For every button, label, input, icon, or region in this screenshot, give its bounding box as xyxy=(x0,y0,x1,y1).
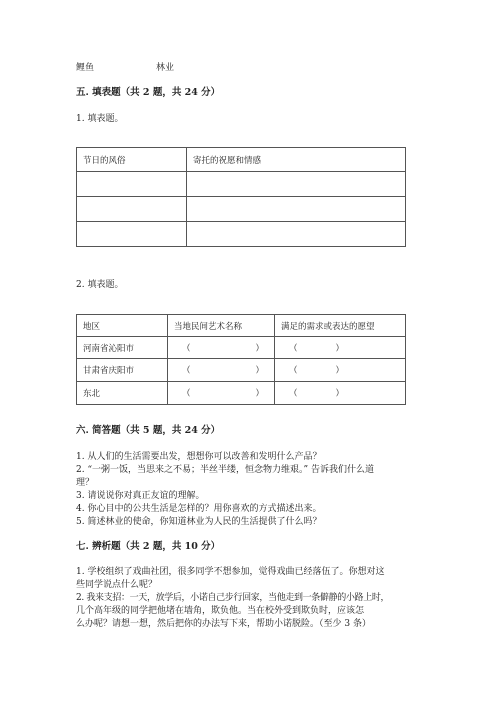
top-word-right: 林业 xyxy=(156,63,175,73)
section7-line: 1. 学校组织了戏曲社团，很多同学不想参加，觉得戏曲已经落伍了。你想对这 xyxy=(76,567,385,577)
table2-header-art-name: 当地民间艺术名称 xyxy=(168,315,275,337)
section7-heading: 七. 辨析题（共 2 题，共 10 分） xyxy=(76,541,221,552)
region-cell: 东北 xyxy=(77,382,168,405)
table-festival-customs xyxy=(76,147,406,247)
table-row xyxy=(77,337,406,359)
section7-line: 2. 我来支招：一天，放学后，小诺自己步行回家，当他走到一条僻静的小路上时， xyxy=(76,593,390,603)
table-row xyxy=(77,382,406,405)
table1-cell[interactable] xyxy=(77,172,187,197)
table1-header-wishes: 寄托的祝愿和情感 xyxy=(187,148,406,172)
paren-close: ） xyxy=(255,366,264,376)
wish-blank[interactable] xyxy=(275,337,406,359)
wish-blank[interactable] xyxy=(275,359,406,382)
section7-line: 几个高年级的同学把他堵在墙角，欺负他。当在校外受到欺负时，应该怎 xyxy=(76,606,365,616)
section6-line: 5. 简述林业的使命，你知道林业为人民的生活提供了什么吗？ xyxy=(76,517,322,527)
paren-open: （ xyxy=(182,366,191,376)
section6-line: 4. 你心目中的公共生活是怎样的？用你喜欢的方式描述出来。 xyxy=(76,504,322,514)
art-name-blank[interactable] xyxy=(168,337,275,359)
table1-cell[interactable] xyxy=(187,197,406,222)
table-row xyxy=(77,359,406,382)
paren-close: ） xyxy=(335,343,344,354)
table2-header-wish: 满足的需求或表达的愿望 xyxy=(275,315,406,337)
section5-q2: 2. 填表题。 xyxy=(76,280,124,290)
art-name-blank[interactable] xyxy=(168,382,275,405)
paren-open: （ xyxy=(182,343,191,354)
section6-heading: 六. 简答题（共 5 题，共 24 分） xyxy=(76,425,221,436)
paren-close: ） xyxy=(255,389,264,399)
table1-cell[interactable] xyxy=(187,172,406,197)
paren-open: （ xyxy=(289,366,298,376)
paren-open: （ xyxy=(182,389,191,399)
paren-close: ） xyxy=(335,389,344,399)
top-word-left: 鲤鱼 xyxy=(76,63,95,73)
paren-close: ） xyxy=(255,343,264,354)
art-name-blank[interactable] xyxy=(168,359,275,382)
section7-line: 些同学说点什么呢？ xyxy=(76,580,158,590)
section6-line: 2. “一粥一饭，当思来之不易；半丝半缕，恒念物力维艰。” 告诉我们什么道 xyxy=(76,465,375,475)
section5-heading: 五. 填表题（共 2 题，共 24 分） xyxy=(76,87,221,98)
table1-header-customs: 节日的风俗 xyxy=(77,148,187,172)
table2-header-region: 地区 xyxy=(77,315,168,337)
table-folk-art xyxy=(76,314,406,405)
table1-cell[interactable] xyxy=(77,197,187,222)
wish-blank[interactable] xyxy=(275,382,406,405)
section6-line: 1. 从人们的生活需要出发，想想你可以改善和发明什么产品？ xyxy=(76,452,322,462)
paren-close: ） xyxy=(335,366,344,376)
table1-cell[interactable] xyxy=(187,222,406,247)
table1-cell[interactable] xyxy=(77,222,187,247)
section6-line: 理？ xyxy=(76,478,95,488)
section7-line: 么办呢？请想一想，然后把你的办法写下来，帮助小诺脱险。（至少 3 条） xyxy=(76,619,371,629)
region-cell: 甘肃省庆阳市 xyxy=(77,359,168,382)
paren-open: （ xyxy=(289,343,298,354)
region-cell: 河南省沁阳市 xyxy=(77,337,168,359)
paren-open: （ xyxy=(289,389,298,399)
section5-q1: 1. 填表题。 xyxy=(76,114,124,124)
section6-line: 3. 请说说你对真正友谊的理解。 xyxy=(76,491,205,501)
